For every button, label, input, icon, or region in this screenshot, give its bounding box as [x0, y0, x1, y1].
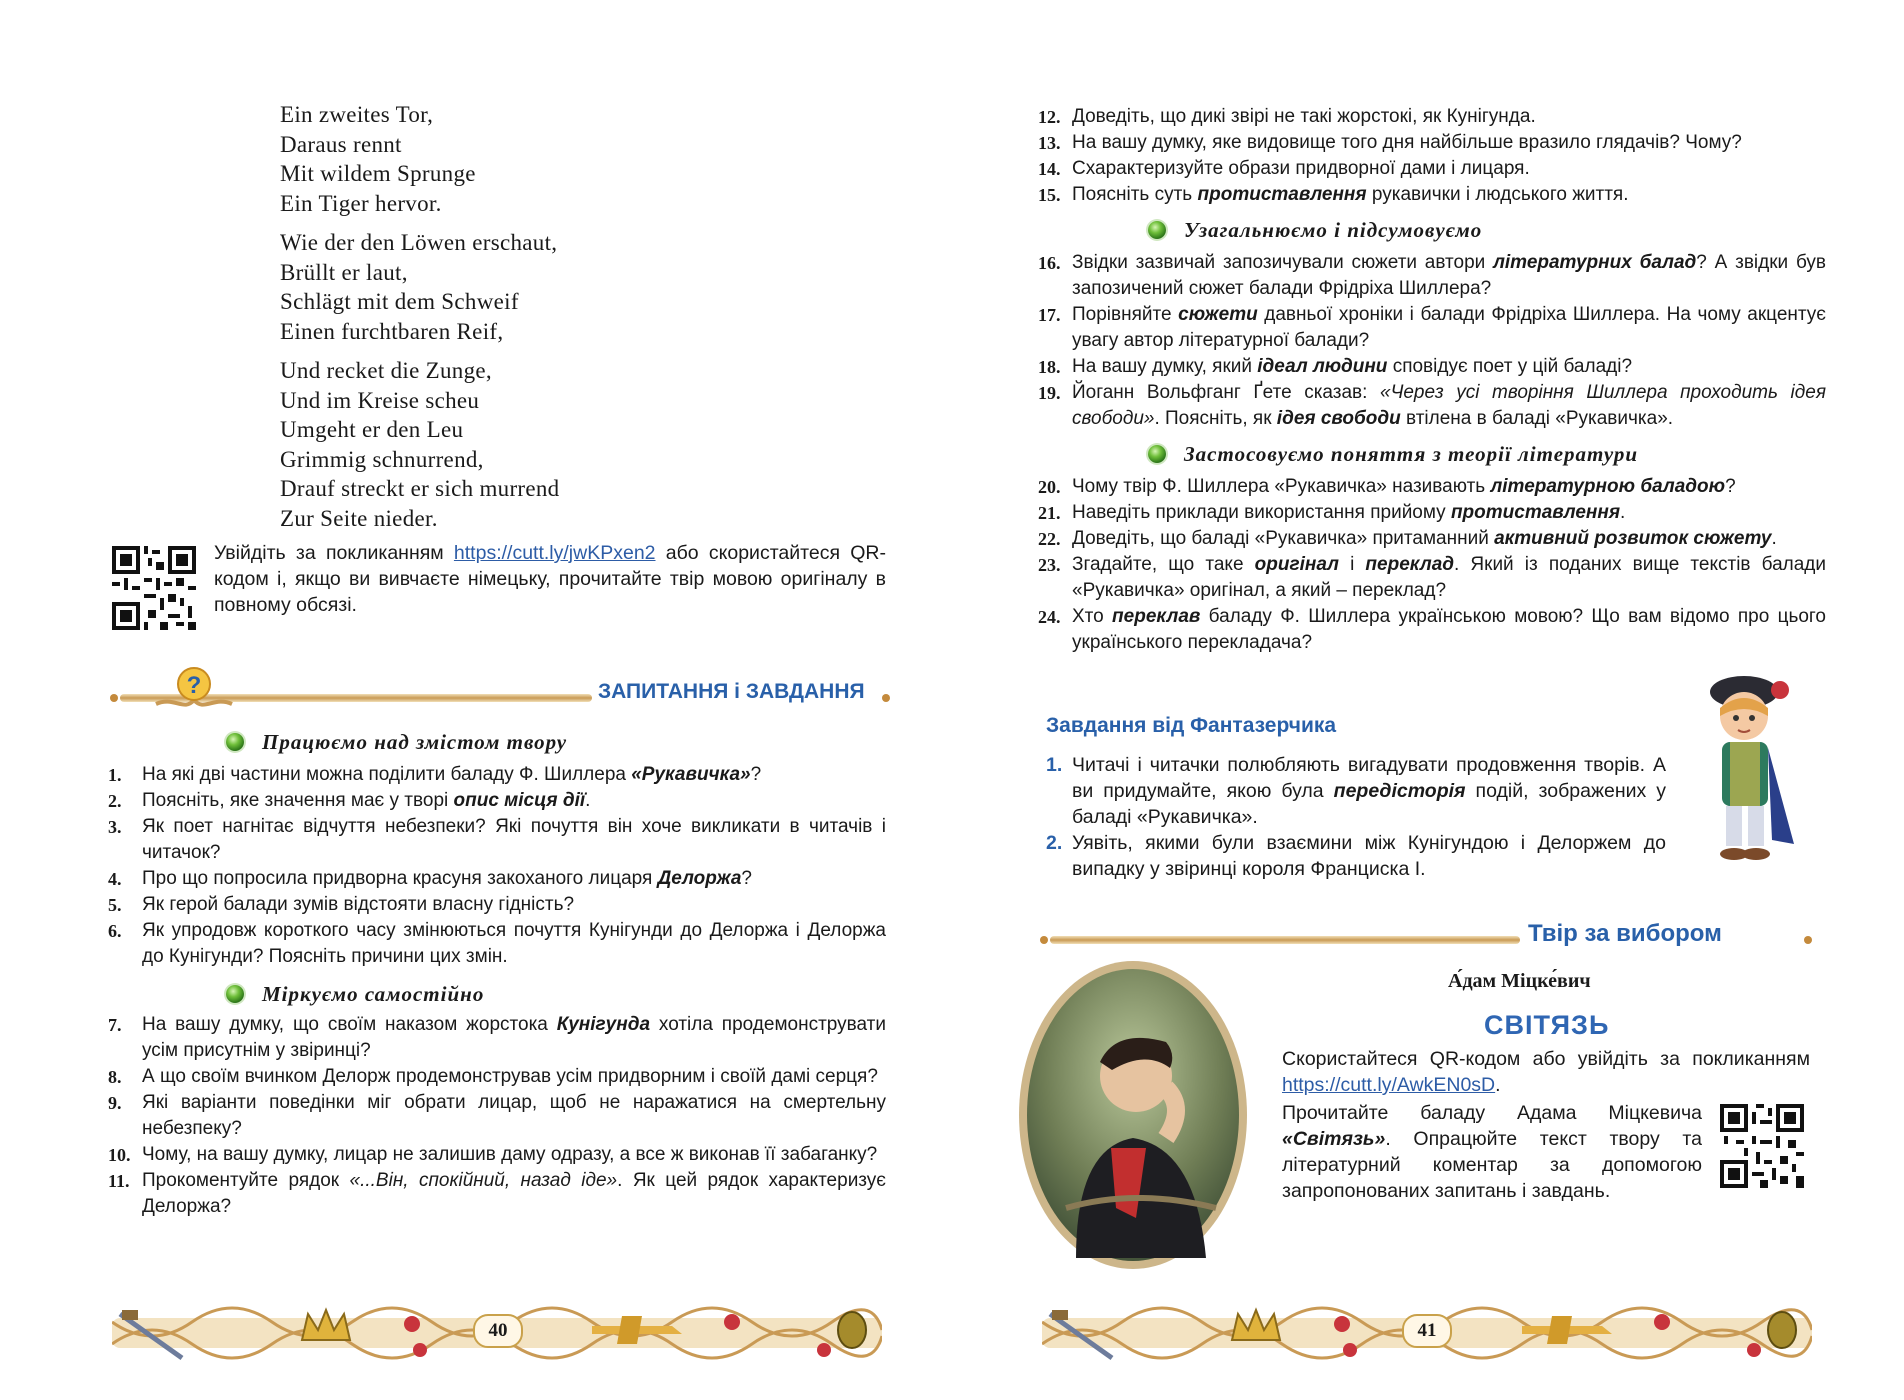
text-run: Про що попросила придворна красуня закоханого лицаря	[142, 868, 658, 889]
subhead-content-work	[226, 730, 567, 755]
text-run: Поясніть суть	[1072, 184, 1198, 205]
question-number: 3.	[108, 817, 122, 837]
crown-icon	[1232, 1310, 1280, 1340]
question-item	[1038, 182, 1826, 208]
emphasized-text: протиставлення	[1197, 184, 1367, 205]
question-number: 1.	[1046, 754, 1063, 776]
text-run: Наведіть приклади використання прийому	[1072, 502, 1451, 523]
question-item	[108, 892, 886, 918]
green-bullet-icon	[1148, 445, 1166, 463]
qr-code[interactable]	[112, 546, 196, 630]
question-number: 16.	[1038, 253, 1061, 273]
qr-code-2[interactable]	[1720, 1104, 1804, 1188]
text-run: Йоганн Вольфганг Ґете сказав:	[1072, 382, 1380, 403]
question-item	[1038, 500, 1826, 526]
qr-code-icon	[1720, 1104, 1804, 1188]
emphasized-text: переклав	[1112, 606, 1201, 627]
choice-text-1-body: Скористайтеся QR-кодом або увійдіть за покликанням	[1282, 1048, 1810, 1070]
question-number: 12.	[1038, 107, 1061, 127]
question-number: 5.	[108, 895, 122, 915]
emphasized-text: сюжети	[1178, 304, 1258, 325]
poem-line: Grimmig schnurrend,	[280, 446, 484, 472]
emphasized-text: Кунігунда	[556, 1014, 651, 1035]
green-bullet-icon	[226, 985, 244, 1003]
emphasized-text: оригінал	[1254, 554, 1339, 575]
questions-header: ЗАПИТАННЯ і ЗАВДАННЯ	[598, 680, 865, 703]
question-number: 23.	[1038, 555, 1061, 575]
svg-text:?: ?	[186, 672, 202, 699]
text-run: Уявіть, якими були взаємини між Кунігундою і Делоржем до випадку у звіринці короля Франциска I.	[1072, 832, 1666, 880]
text-run: На які дві частини можна поділити баладу Ф. Шиллера	[142, 764, 632, 785]
question-item	[108, 814, 886, 866]
text-run: ?	[1725, 476, 1736, 497]
emphasized-text: Делоржа	[657, 868, 742, 889]
question-item	[108, 1012, 886, 1064]
right-page	[952, 0, 1904, 1400]
question-list-content	[108, 762, 886, 970]
question-number: 4.	[108, 869, 122, 889]
question-number: 13.	[1038, 133, 1061, 153]
fantazer-task-list	[1046, 752, 1666, 882]
beetle-icon	[838, 1312, 866, 1348]
poem-line: Umgeht er den Leu	[280, 417, 464, 442]
text-run: Прочитайте баладу Адама Міцкевича	[1282, 1102, 1702, 1124]
text-run: . Який із поданих вище текстів балади «Рукавичка» оригінал, а який – переклад?	[1072, 554, 1827, 601]
mickiewicz-portrait	[1016, 958, 1250, 1272]
question-item	[108, 1168, 886, 1220]
question-item	[1038, 156, 1826, 182]
text-run: . Як цей рядок характеризує Делоржа?	[142, 1170, 887, 1217]
choice-text-1-end: .	[1495, 1074, 1501, 1096]
question-list-theory	[1038, 474, 1826, 656]
fantazerchyk-illustration	[1682, 664, 1810, 884]
text-run: Прокоментуйте рядок	[142, 1170, 350, 1191]
poem-line: Zur Seite nieder.	[280, 505, 438, 531]
question-number: 17.	[1038, 305, 1061, 325]
question-item	[1038, 604, 1826, 656]
emphasized-text: ідеал людини	[1257, 356, 1388, 377]
text-run: Поясніть, яке значення має у творі	[142, 790, 454, 811]
poem-stanza	[280, 228, 559, 346]
qr-note-text-end: або скористайтеся QR-кодом і, якщо ви вивчаєте німецьку, прочитайте твір мовою оригіналу в повному обсязі.	[214, 542, 886, 616]
question-item	[1038, 552, 1826, 604]
subhead-summarize	[1148, 218, 1482, 243]
qr-code-icon	[112, 546, 196, 630]
poem-line: Einen furchtbaren Reif,	[280, 318, 504, 344]
text-run: Порівняйте	[1072, 304, 1179, 325]
text-run: Доведіть, що баладі «Рукавичка» притаманний	[1072, 528, 1495, 549]
question-item	[108, 918, 886, 970]
subhead-think-independently-label: Міркуємо самостійно	[262, 982, 485, 1006]
question-item	[108, 762, 886, 788]
qr-note-text-start: Увійдіть за покликанням	[214, 542, 454, 564]
question-number: 6.	[108, 921, 122, 941]
poem-line: Ein zweites Tor,	[280, 102, 434, 127]
question-list-continued	[1038, 104, 1826, 208]
beetle-icon	[1768, 1312, 1796, 1348]
poem-line: Und recket die Zunge,	[280, 358, 492, 383]
question-item	[108, 788, 886, 814]
text-run: Як поет нагнітає відчуття небезпеки? Які почуття він хоче викликати в читачів і читачок?	[142, 816, 886, 863]
green-bullet-icon	[226, 733, 244, 751]
question-number: 7.	[108, 1015, 122, 1035]
poem-line: Mit wildem Sprunge	[280, 161, 476, 186]
text-run: ? А звідки був запозичений сюжет балади Фрідріха Шиллера?	[1072, 252, 1826, 299]
question-item	[1038, 130, 1826, 156]
poem-line: Daraus rennt	[280, 131, 402, 157]
question-number: 19.	[1038, 383, 1061, 403]
question-item	[1046, 752, 1666, 830]
question-item	[1038, 526, 1826, 552]
page-number-left: 40	[473, 1314, 523, 1348]
question-number: 14.	[1038, 159, 1061, 179]
choice-text-2	[1282, 1100, 1702, 1204]
emphasized-text: «Через усі творіння Шиллера проходить ідея свободи»	[1072, 382, 1826, 429]
text-run: ?	[750, 764, 762, 785]
question-item	[108, 1090, 886, 1142]
text-run: сповідує поет у цій баладі?	[1387, 356, 1633, 377]
text-run: подій, зображених у баладі «Рукавичка».	[1072, 780, 1667, 828]
poem-stanza	[280, 356, 559, 533]
emphasized-text: «Світязь»	[1282, 1128, 1386, 1150]
question-number: 21.	[1038, 503, 1061, 523]
text-run: . Опрацюйте текст твору та літературний коментар за допомогою запропонованих запитань і завдань.	[1282, 1128, 1702, 1202]
subhead-theory	[1148, 442, 1638, 467]
question-number: 10.	[108, 1145, 131, 1165]
text-run: .	[585, 790, 591, 811]
question-number: 20.	[1038, 477, 1061, 497]
choice-text-1	[1282, 1046, 1810, 1098]
emphasized-text: «Рукавичка»	[631, 764, 751, 785]
text-run: Читачі і читачки полюбляють вигадувати продовження творів. А ви придумайте, якою була	[1072, 754, 1666, 802]
question-item	[108, 866, 886, 892]
text-run: На вашу думку, який	[1072, 356, 1258, 377]
question-number: 1.	[108, 765, 122, 785]
question-number: 2.	[108, 791, 122, 811]
question-item	[1038, 250, 1826, 302]
poem-line: Ein Tiger hervor.	[280, 190, 442, 216]
subhead-content-work-label: Працюємо над змістом твору	[262, 730, 568, 754]
question-number: 9.	[108, 1093, 122, 1113]
emphasized-text: активний розвиток сюжету	[1494, 528, 1772, 549]
text-run: Чому твір Ф. Шиллера «Рукавичка» називають	[1072, 476, 1491, 497]
ballad-title: СВІТЯЗЬ	[1484, 1010, 1610, 1040]
poem-line: Drauf streckt er sich murrend	[280, 476, 560, 501]
question-mark-icon	[154, 666, 234, 716]
question-item	[108, 1142, 886, 1168]
emphasized-text: опис місця дії	[453, 790, 586, 811]
text-run: На вашу думку, що своїм наказом жорстока	[142, 1014, 557, 1035]
poem-line: Und im Kreise scheu	[280, 387, 480, 413]
text-run: Доведіть, що дикі звірі не такі жорстокі, як Кунігунда.	[1072, 106, 1536, 127]
text-run: Які варіанти поведінки міг обрати лицар, щоб не наражатися на смертельну небезпеку?	[142, 1092, 886, 1139]
emphasized-text: передісторія	[1333, 780, 1466, 802]
qr-note	[214, 540, 886, 618]
crown-icon	[302, 1310, 350, 1340]
text-run: давньої хроніки і балади Фрідріха Шиллера. На чому акцентує увагу автор літературної балади?	[1072, 304, 1826, 351]
text-run: .	[1771, 528, 1777, 549]
text-run: і	[1338, 554, 1366, 575]
text-run: Хто	[1072, 606, 1113, 627]
poem-stanza	[280, 100, 559, 218]
choice-header: Твір за вибором	[1528, 920, 1722, 947]
text-run: На вашу думку, яке видовище того дня найбільше вразило глядачів? Чому?	[1072, 132, 1742, 153]
text-run: Як упродовж короткого часу змінюються почуття Кунігунди до Делоржа і Делоржа до Кунігунди? Поясніть причини цих змін.	[142, 920, 886, 967]
question-number: 22.	[1038, 529, 1061, 549]
question-list-summarize	[1038, 250, 1826, 432]
emphasized-text: літературних балад	[1493, 252, 1697, 273]
text-run: баладу Ф. Шиллера українською мовою? Що вам відомо про цього українського перекладача?	[1072, 606, 1826, 653]
question-number: 18.	[1038, 357, 1061, 377]
text-run: . Поясніть, як	[1154, 408, 1277, 429]
question-number: 24.	[1038, 607, 1061, 627]
text-run: Як герой балади зумів відстояти власну гідність?	[142, 894, 575, 915]
question-item	[1038, 380, 1826, 432]
emphasized-text: літературною баладою	[1490, 476, 1726, 497]
question-item	[1038, 104, 1826, 130]
question-item	[1038, 354, 1826, 380]
question-list-independent	[108, 1012, 886, 1220]
text-run: рукавички і людського життя.	[1366, 184, 1629, 205]
subhead-think-independently	[226, 982, 484, 1007]
question-number: 11.	[108, 1171, 130, 1191]
question-number: 15.	[1038, 185, 1061, 205]
fantazer-title: Завдання від Фантазерчика	[1046, 714, 1337, 737]
emphasized-text: переклад	[1365, 554, 1455, 575]
text-run: Звідки зазвичай запозичували сюжети автори	[1072, 252, 1494, 273]
page-number-right: 41	[1402, 1314, 1452, 1348]
choice-link[interactable]: https://cutt.ly/AwkEN0sD	[1282, 1074, 1496, 1096]
poem-line: Brüllt er laut,	[280, 259, 408, 285]
emphasized-text: ідея свободи	[1276, 408, 1401, 429]
text-run: ?	[741, 868, 752, 889]
subhead-summarize-label: Узагальнюємо і підсумовуємо	[1184, 218, 1483, 242]
question-item	[108, 1064, 886, 1090]
qr-note-link[interactable]: https://cutt.ly/jwKPxen2	[453, 542, 656, 564]
poem-line: Wie der den Löwen erschaut,	[280, 230, 558, 255]
text-run: Чому, на вашу думку, лицар не залишив даму одразу, а все ж виконав її забаганку?	[142, 1144, 878, 1165]
emphasized-text: «...Він, спокійний, назад іде»	[349, 1170, 618, 1191]
text-run: А що своїм вчинком Делорж продемонстрував усім придворним і своїй дамі серця?	[142, 1066, 878, 1087]
poem	[280, 100, 559, 543]
poem-line: Schlägt mit dem Schweif	[280, 289, 519, 314]
question-number: 2.	[1046, 832, 1063, 854]
subhead-theory-label: Застосовуємо поняття з теорії літератури	[1184, 442, 1639, 466]
text-run: Схарактеризуйте образи придворної дами і лицаря.	[1072, 158, 1530, 179]
emphasized-text: протиставлення	[1450, 502, 1621, 523]
author-name: А́дам Міцке́вич	[1448, 970, 1591, 992]
text-run: втілена в баладі «Рукавичка».	[1400, 408, 1674, 429]
text-run: Згадайте, що таке	[1072, 554, 1255, 575]
text-run: хотіла продемонструвати усім присутнім у звіринці?	[142, 1014, 886, 1061]
question-number: 8.	[108, 1067, 122, 1087]
question-item	[1038, 474, 1826, 500]
question-item	[1046, 830, 1666, 882]
question-item	[1038, 302, 1826, 354]
green-bullet-icon	[1148, 221, 1166, 239]
text-run: .	[1620, 502, 1626, 523]
